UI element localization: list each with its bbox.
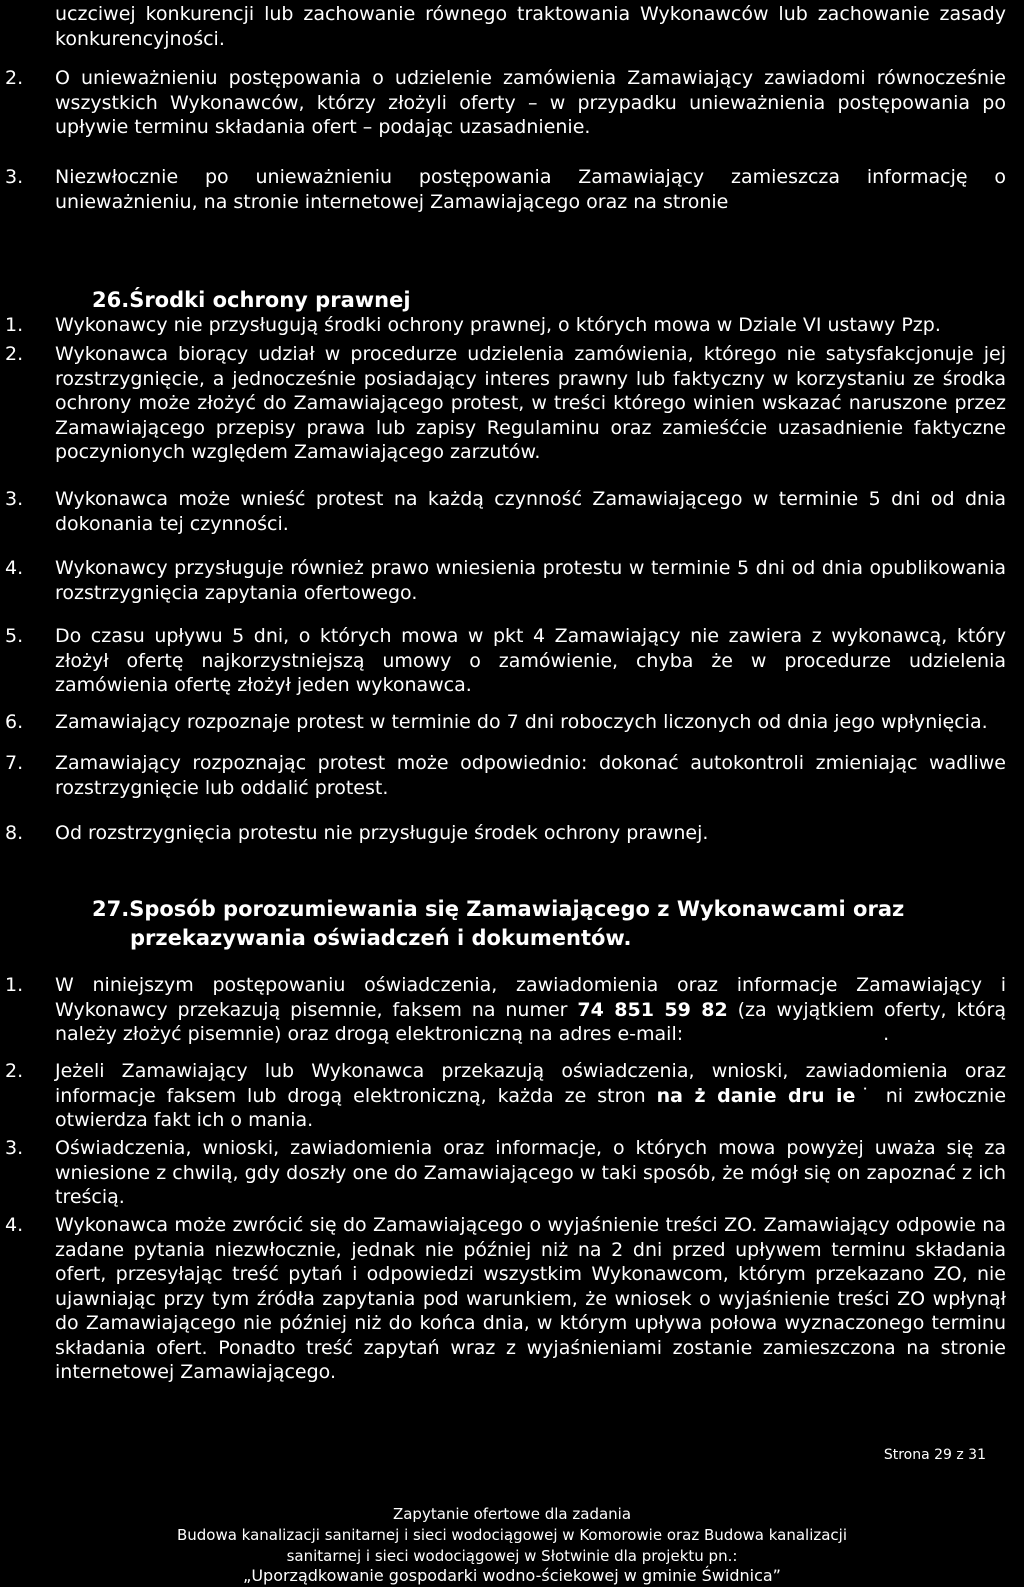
item-text-part: Jeżeli Zamawiający lub Wykonawca przekazują oświadczenia, wnioski, zawiadomienia oraz informacje faksem lub drogą elektroniczną, każda ze stron xyxy=(55,1060,1006,1107)
item-text: Wykonawcy nie przysługują środki ochrony prawnej, o których mowa w Dziale VI ustawy Pzp. xyxy=(55,314,941,336)
item-number: 6. xyxy=(5,711,24,733)
item-number: 7. xyxy=(5,752,24,774)
item-text-part: W niniejszym postępowaniu oświadczenia, zawiadomienia oraz informacje Zamawiający i Wykonawcy przekazują pisemnie, faksem na numer xyxy=(55,974,1006,1021)
item-text: Wykonawca biorący udział w procedurze udzielenia zamówienia, którego nie satysfakcjonuje jej rozstrzygnięcie, a jednocześnie posiadający interes prawny lub faktyczny w korzystaniu ze środka ochrony może złożyć do Zamawiającego protest, w treści którego winien wskazać naruszone przez Zamawiającego przepisy prawa lub zapisy Regulaminu oraz zamieśćcie uzasadnienie faktyczne poczynionych względem Zamawiającego zarzutów. xyxy=(55,343,1006,463)
list-item xyxy=(0,624,1010,698)
item-number: 5. xyxy=(5,625,24,647)
item-text xyxy=(55,1059,1006,1133)
item-number: 3. xyxy=(5,1137,24,1159)
item-number: 1. xyxy=(5,974,24,996)
section-number: 26. xyxy=(92,288,130,312)
item-text: Od rozstrzygnięcia protestu nie przysługuje środek ochrony prawnej. xyxy=(55,822,709,844)
section-title-line2: przekazywania oświadczeń i dokumentów. xyxy=(130,926,632,950)
footer-line: „Uporządkowanie gospodarki wodno-ściekowej w gminie Świdnica” xyxy=(243,1566,781,1585)
item-text: O unieważnieniu postępowania o udzielenie zamówienia Zamawiający zawiadomi równocześnie wszystkich Wykonawców, którzy złożyli oferty – w przypadku unieważnienia postępowania po upływie terminu składania ofert – podając uzasadnienie. xyxy=(55,67,1006,138)
item-text: Do czasu upływu 5 dni, o których mowa w pkt 4 Zamawiający nie zawiera z wykonawcą, który złożył ofertę najkorzystniejszą umowy o zamówienie, chyba że w procedurze udzielenia zamówienia ofertę złożył jeden wykonawca. xyxy=(55,625,1006,696)
list-item xyxy=(0,487,1010,536)
item-number: 2. xyxy=(5,1060,24,1082)
item-number: 3. xyxy=(5,166,24,188)
item-text: Oświadczenia, wnioski, zawiadomienia oraz informacje, o których mowa powyżej uważa się za wniesione z chwilą, gdy doszły one do Zamawiającego w taki sposób, że mógł się on zapoznać z ich treścią. xyxy=(55,1137,1006,1208)
section-number: 27. xyxy=(92,897,130,921)
section-heading-continued xyxy=(130,925,631,952)
section-heading xyxy=(92,287,411,314)
section-title: Środki ochrony prawnej xyxy=(129,288,411,312)
item-text-part: (za wyjątkiem oferty, którą należy złożyć pisemnie) oraz drogą elektroniczną na adres e-mail: xyxy=(55,998,1007,1045)
footer-line: Zapytanie ofertowe dla zadania xyxy=(392,1505,632,1523)
footer-line: sanitarnej i sieci wodociągowej w Słotwinie dla projektu pn.: xyxy=(286,1547,738,1565)
list-item xyxy=(0,1136,1010,1210)
item-text: Wykonawca może wnieść protest na każdą czynność Zamawiającego w terminie 5 dni od dnia dokonania tej czynności. xyxy=(55,488,1006,535)
item-text: Niezwłocznie po unieważnieniu postępowania Zamawiający zamieszcza informację o unieważnieniu, na stronie internetowej Zamawiającego oraz na stronie xyxy=(55,166,1006,213)
list-item xyxy=(0,710,1010,735)
section-title: Sposób porozumiewania się Zamawiającego z Wykonawcami oraz xyxy=(129,897,905,921)
item-text: Zamawiający rozpoznaje protest w terminie do 7 dni roboczych liczonych od dnia jego wpłynięcia. xyxy=(55,711,988,733)
intro-continuation: uczciwej konkurencji lub zachowanie równego traktowania Wykonawców lub zachowanie zasady konkurencyjności. xyxy=(55,3,1006,50)
page-number: Strona 29 z 31 xyxy=(883,1447,986,1463)
item-number: 4. xyxy=(5,1214,24,1236)
item-text-part: ˙ ni zwłocznie otwierdza fakt ich o mania. xyxy=(55,1084,1007,1131)
item-text-bold: na ż danie dru ie xyxy=(656,1084,856,1107)
item-text: Wykonawca może zwrócić się do Zamawiającego o wyjaśnienie treści ZO. Zamawiający odpowie na zadane pytania niezwłocznie, jednak nie później niż na 2 dni przed upływem terminu składania ofert, przesyłając treść pytań i odpowiedzi wszystkim Wykonawcom, którym przekazano ZO, nie ujawniając przy tym źródła zapytania pod warunkiem, że wniosek o wyjaśnienie treści ZO wpłynął do Zamawiającego nie później niż do końca dnia, w którym upływa połowa wyznaczonego terminu składania ofert. Ponadto treść zapytań wraz z wyjaśnieniami zostanie zamieszczona na stronie internetowej Zamawiającego. xyxy=(55,1214,1006,1383)
list-item xyxy=(0,1213,1010,1385)
list-item xyxy=(0,751,1010,800)
item-text-end: . xyxy=(883,1023,890,1045)
list-item xyxy=(0,313,1010,338)
list-item xyxy=(0,66,1010,140)
item-text: Wykonawcy przysługuje również prawo wniesienia protestu w terminie 5 dni od dnia opublikowania rozstrzygnięcia zapytania ofertowego. xyxy=(55,557,1006,604)
item-number: 2. xyxy=(5,67,24,89)
item-number: 1. xyxy=(5,314,24,336)
item-number: 8. xyxy=(5,822,24,844)
list-item xyxy=(0,556,1010,605)
list-item xyxy=(0,973,1010,1047)
item-text xyxy=(55,973,1006,1047)
list-item xyxy=(0,165,1010,214)
section-heading xyxy=(92,896,904,923)
list-item xyxy=(0,342,1010,465)
list-item xyxy=(0,821,1010,846)
list-item xyxy=(0,1059,1010,1133)
item-number: 4. xyxy=(5,557,24,579)
footer-line: Budowa kanalizacji sanitarnej i sieci wodociągowej w Komorowie oraz Budowa kanalizacji xyxy=(176,1526,848,1544)
item-number: 3. xyxy=(5,488,24,510)
fax-number: 74 851 59 82 xyxy=(577,998,728,1021)
item-text: Zamawiający rozpoznając protest może odpowiednio: dokonać autokontroli zmieniając wadliwe rozstrzygnięcie lub oddalić protest. xyxy=(55,752,1006,799)
item-number: 2. xyxy=(5,343,24,365)
